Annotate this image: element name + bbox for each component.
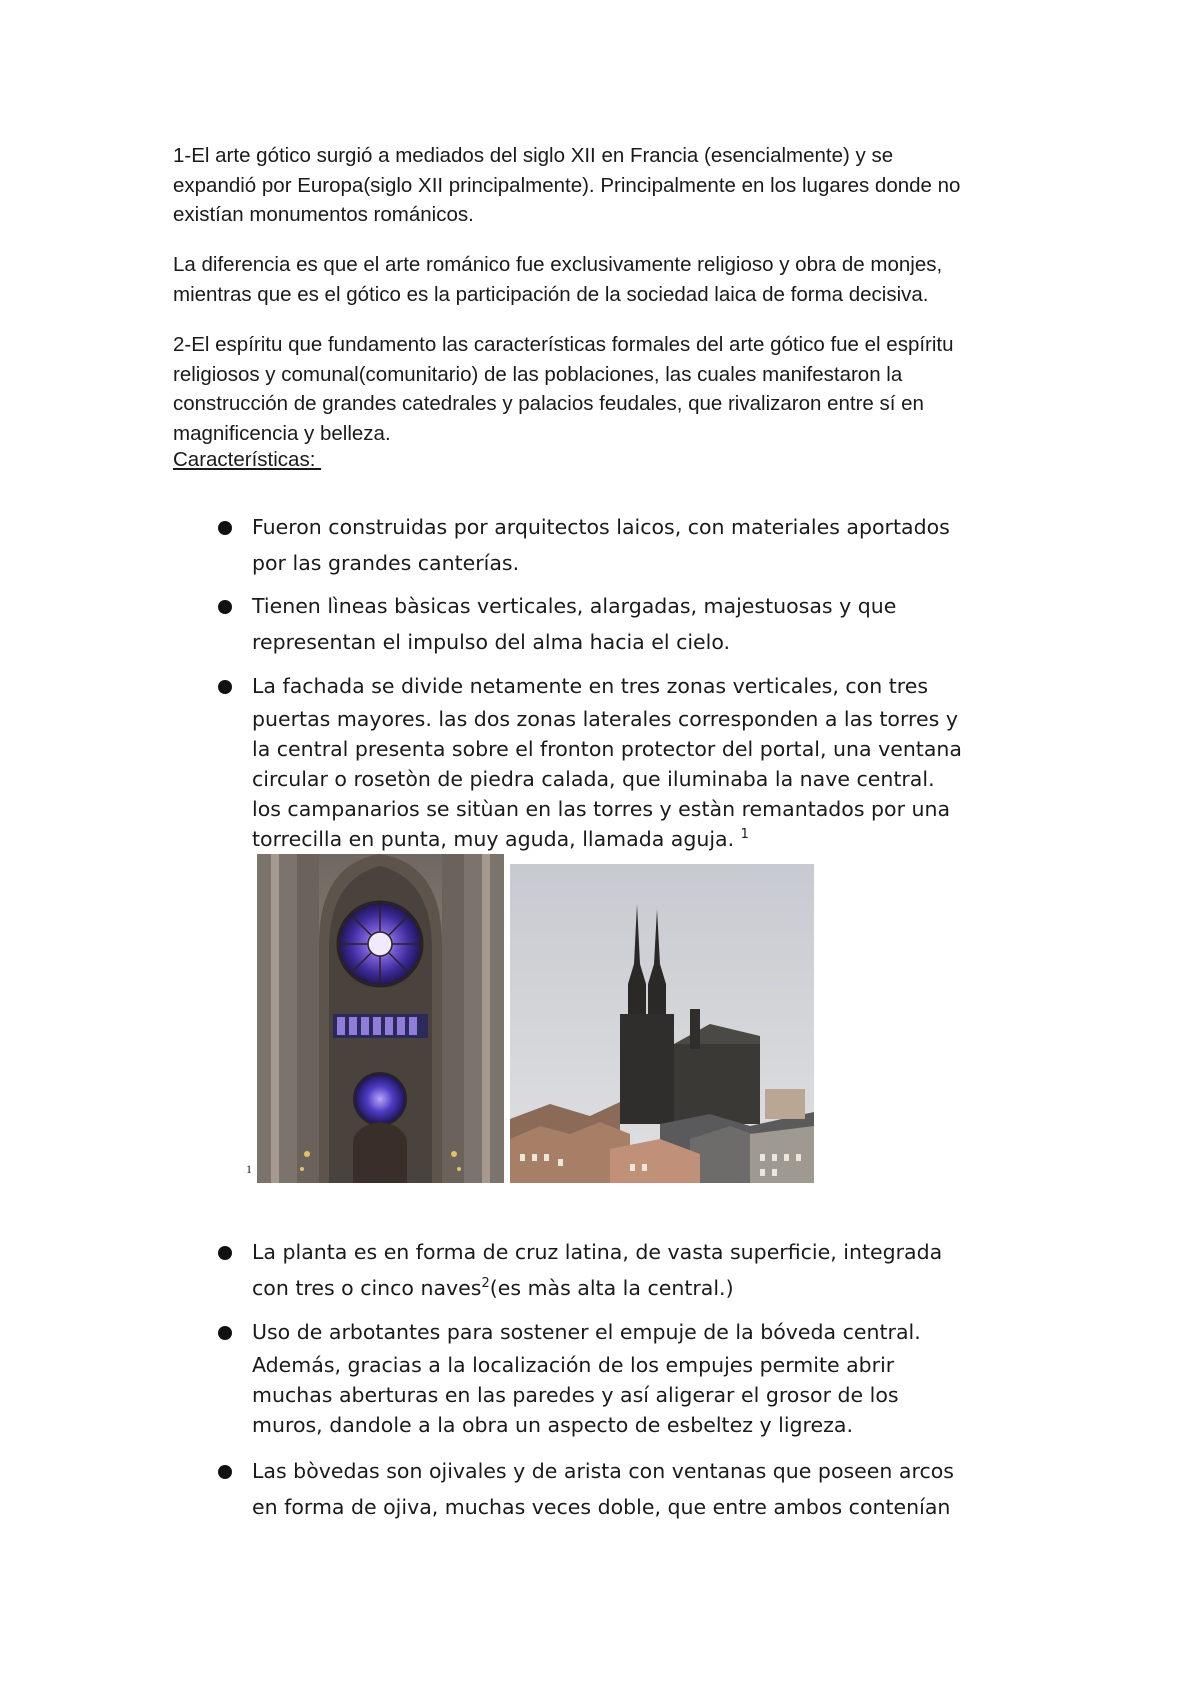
- text-line: representan el impulso del alma hacia el cielo.: [252, 630, 731, 654]
- section-heading-caracteristicas: Características:: [173, 448, 322, 471]
- text-line: magnificencia y belleza.: [173, 421, 391, 445]
- text-line: circular o rosetòn de piedra calada, que iluminaba la nave central.: [252, 767, 935, 791]
- text-line: existían monumentos románicos.: [173, 203, 474, 226]
- text-line: religiosos y comunal(comunitario) de las poblaciones, las cuales manifestaron la: [173, 362, 903, 386]
- bullet-icon: [218, 1465, 232, 1479]
- bullet-icon: [218, 680, 232, 694]
- text-line: por las grandes canterías.: [252, 551, 520, 575]
- bullet-icon: [218, 600, 232, 614]
- cathedral-interior-photo: [257, 854, 504, 1183]
- text-line: 2-El espíritu que fundamento las características formales del arte gótico fue el espíritu: [173, 333, 954, 356]
- bullet-icon: [218, 1326, 232, 1340]
- text-line: 1-El arte gótico surgió a mediados del siglo XII en Francia (esencialmente) y se: [173, 144, 894, 167]
- paragraph-2: [173, 250, 1053, 309]
- footnote-superscript: 1: [740, 827, 749, 842]
- text-line: Uso de arbotantes para sostener el empuje de la bóveda central.: [252, 1320, 921, 1344]
- text-line: muros, dandole a la obra un aspecto de esbeltez y ligreza.: [252, 1413, 853, 1437]
- footnote-superscript: 2: [481, 1276, 490, 1291]
- text-line: Tienen lìneas bàsicas verticales, alargadas, majestuosas y que: [252, 594, 897, 618]
- text-line: mientras que es el gótico es la participación de la sociedad laica de forma decisiva.: [173, 282, 929, 306]
- paragraph-1: [173, 141, 1053, 230]
- text-line: Además, gracias a la localización de los empujes permite abrir: [252, 1353, 895, 1377]
- text-line: la central presenta sobre el fronton protector del portal, una ventana: [252, 737, 962, 761]
- text-line: La planta es en forma de cruz latina, de vasta superficie, integrada: [252, 1240, 943, 1264]
- bullet-icon: [218, 1246, 232, 1260]
- text-line: con tres o cinco naves$^2$(es màs alta la central.): [252, 1276, 734, 1300]
- bullet-icon: [218, 521, 232, 535]
- text-line: torrecilla en punta, muy aguda, llamada aguja. $^1$: [252, 827, 749, 851]
- text-line: Las bòvedas son ojivales y de arista con ventanas que poseen arcos: [252, 1459, 954, 1483]
- text-line: La diferencia es que el arte románico fue exclusivamente religioso y obra de monjes,: [173, 253, 943, 276]
- image-footnote-mark: 1: [246, 1162, 252, 1176]
- text-line: expandió por Europa(siglo XII principalmente). Principalmente en los lugares donde no: [173, 173, 961, 197]
- text-line: La fachada se divide netamente en tres zonas verticales, con tres: [252, 674, 929, 698]
- text-line: puertas mayores. las dos zonas laterales corresponden a las torres y: [252, 707, 958, 731]
- text-line: en forma de ojiva, muchas veces doble, que entre ambos contenían: [252, 1495, 951, 1519]
- text-line: Fueron construidas por arquitectos laicos, con materiales aportados: [252, 515, 950, 539]
- text-line: los campanarios se sitùan en las torres y estàn remantados por una: [252, 797, 951, 821]
- paragraph-3: [173, 330, 1053, 448]
- text-line: construcción de grandes catedrales y palacios feudales, que rivalizaron entre sí en: [173, 392, 924, 415]
- cathedral-exterior-photo: [510, 864, 814, 1183]
- text-line: muchas aberturas en las paredes y así aligerar el grosor de los: [252, 1383, 899, 1407]
